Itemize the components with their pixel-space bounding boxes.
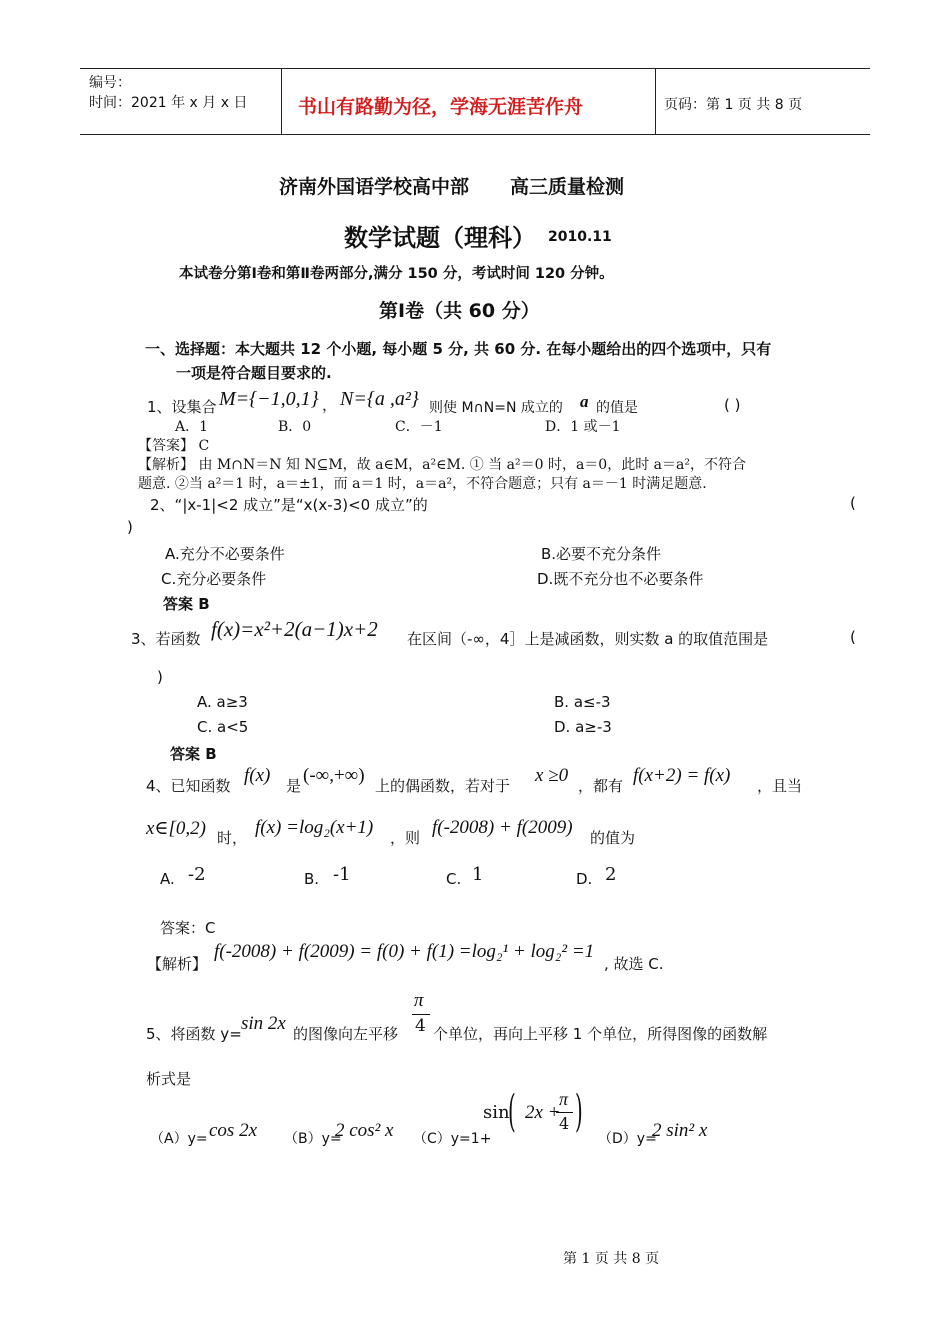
q5-option-b: 2 cos² x <box>335 1120 394 1141</box>
q4-option-d-label: D. <box>576 870 593 888</box>
q5-option-a: cos 2x <box>209 1120 258 1141</box>
q1-option-d: D．1 或－1 <box>545 419 621 435</box>
q3-paren-close: ) <box>157 668 163 686</box>
q3-prefix: 3、若函数 <box>131 630 201 648</box>
section1-line1: 一、选择题：本大题共 12 个小题, 每小题 5 分, 共 60 分. 在每小题给出的四个选项中，只有 <box>145 340 772 358</box>
q4-option-a-label: A. <box>160 870 175 888</box>
q5-suffix: 个单位，再向上平移 1 个单位，所得图像的函数解 <box>433 1025 768 1043</box>
q3-option-d: D. a≥-3 <box>554 718 612 736</box>
q4-answer: 答案：C <box>160 919 216 937</box>
q4-option-a: -2 <box>188 864 206 885</box>
q5-option-b-label: （B）y= <box>284 1131 342 1147</box>
q5-option-d: 2 sin² x <box>652 1120 708 1141</box>
q3-option-b: B. a≤-3 <box>554 693 611 711</box>
q4-prefix: 4、已知函数 <box>146 777 231 795</box>
q4-expr: f(-2008) + f(2009) <box>432 817 573 838</box>
q3-option-c: C. a<5 <box>197 718 249 736</box>
q5-option-c-label: （C）y=1+ <box>413 1131 492 1147</box>
q4-analysis-label: 【解析】 <box>147 955 208 973</box>
q5-shift-fraction-bar <box>412 1014 430 1015</box>
q5-prefix: 5、将函数 y= <box>146 1025 242 1043</box>
q4-def: f(x) =log₂(x+1) <box>255 817 374 838</box>
q4-mid: 上的偶函数，若对于 <box>375 777 511 795</box>
q2-option-c: C.充分必要条件 <box>161 570 267 588</box>
q5-line2: 析式是 <box>146 1070 192 1088</box>
q4-is: 是 <box>286 777 302 795</box>
q5-option-c-numerator: π <box>559 1089 569 1109</box>
q1-analysis-line2: 题意. ②当 a²＝1 时，a＝±1，而 a＝1 时，a＝a²，不符合题意；只有 a＝－1 时满足题意. <box>138 476 707 492</box>
q1-answer: 【答案】 C <box>138 438 210 454</box>
header-divider-1 <box>281 68 282 134</box>
q4-when: 时， <box>217 829 248 847</box>
q4-then: ，则 <box>390 829 421 847</box>
q5-option-c-arg: 2x + <box>525 1102 561 1123</box>
q4-option-b-label: B. <box>304 870 320 888</box>
header-bottom-border <box>80 134 870 135</box>
header-code-label: 编号： <box>89 75 131 91</box>
q1-analysis-line1: 【解析】 由 M∩N＝N 知 N⊆M，故 a∈M，a²∈M. ① 当 a²＝0 时，a＝0，此时 a＝a²，不符合 <box>138 457 746 473</box>
q2-paren-close: ) <box>127 518 133 536</box>
q1-set-m: M={−1,0,1} <box>219 388 319 410</box>
q4-analysis-formula: f(-2008) + f(2009) = f(0) + f(1) =log₂¹ + log₂² =1 <box>214 941 595 962</box>
header-slogan: 书山有路勤为径，学海无涯苦作舟 <box>298 96 584 118</box>
q1-var: a <box>580 392 589 411</box>
section1-line2: 一项是符合题目要求的. <box>176 364 332 382</box>
q5-option-c-right-paren: ) <box>575 1086 583 1137</box>
q4-analysis-tail: , 故选 C. <box>604 955 664 973</box>
q5-option-c-sin: sin <box>483 1102 510 1123</box>
q4-option-c-label: C. <box>446 870 462 888</box>
q1-option-a: A．1 <box>175 419 209 435</box>
q4-cond: x ≥0 <box>535 765 569 786</box>
intro-text: 本试卷分第Ⅰ卷和第Ⅱ卷两部分,满分 150 分，考试时间 120 分钟。 <box>179 266 614 282</box>
q3-option-a: A. a≥3 <box>197 693 248 711</box>
exam-name: 高三质量检测 <box>510 176 625 198</box>
q4-option-b: -1 <box>333 864 351 885</box>
q5-option-d-label: （D）y= <box>598 1131 657 1147</box>
header-page-label: 页码：第 1 页 共 8 页 <box>664 97 803 113</box>
q5-func: sin 2x <box>241 1013 286 1034</box>
part1-title: 第Ⅰ卷（共 60 分） <box>379 300 540 322</box>
q3-paren-open: ( <box>850 628 856 646</box>
q1-comma: ， <box>322 396 338 414</box>
page-footer: 第 1 页 共 8 页 <box>563 1251 660 1267</box>
subject-title: 数学试题（理科） <box>344 224 536 252</box>
q4-period: f(x+2) = f(x) <box>633 765 731 786</box>
q4-value-of: 的值为 <box>590 829 636 847</box>
q5-shift-numerator: π <box>414 990 424 1011</box>
q1-option-b: B．0 <box>278 419 312 435</box>
school-name: 济南外国语学校高中部 <box>279 176 470 198</box>
header-divider-2 <box>655 68 656 134</box>
q1-option-c: C．－1 <box>395 419 443 435</box>
q5-mid: 的图像向左平移 <box>293 1025 399 1043</box>
q5-option-c-denominator: 4 <box>559 1114 570 1133</box>
q4-domain: x∈[0,2) <box>146 818 206 839</box>
q5-option-a-label: （A）y= <box>150 1131 208 1147</box>
q1-prefix: 1、设集合 <box>147 398 217 416</box>
q4-have: ，都有 <box>578 777 624 795</box>
exam-date: 2010.11 <box>548 229 612 245</box>
q2-option-a: A.充分不必要条件 <box>165 545 285 563</box>
q5-shift-denominator: 4 <box>415 1016 426 1036</box>
q2-option-b: B.必要不充分条件 <box>541 545 662 563</box>
q4-interval: (-∞,+∞) <box>303 765 365 786</box>
q1-tail: 的值是 <box>596 400 638 416</box>
q2-answer: 答案 B <box>163 595 210 613</box>
q2-stem: 2、“|x-1|<2 成立”是“x(x-3)<0 成立”的 <box>150 496 428 514</box>
q1-paren: ( ) <box>724 396 741 414</box>
q4-fx: f(x) <box>244 765 271 786</box>
q4-option-d: 2 <box>605 864 617 885</box>
q2-option-d: D.既不充分也不必要条件 <box>537 570 704 588</box>
q5-option-c-fraction-bar <box>556 1112 573 1113</box>
q1-set-n: N={a ,a²} <box>340 388 419 410</box>
q5-option-c-left-paren: ( <box>508 1086 516 1137</box>
q3-answer: 答案 B <box>170 745 217 763</box>
q3-suffix: 在区间（-∞，4］上是减函数，则实数 a 的取值范围是 <box>407 630 769 648</box>
q4-and: ，且当 <box>757 777 803 795</box>
header-time-label: 时间：2021 年 x 月 x 日 <box>89 95 248 111</box>
header-top-border <box>80 68 870 69</box>
q1-suffix: 则使 M∩N=N 成立的 <box>429 400 563 416</box>
q2-paren-open: ( <box>850 494 856 512</box>
q4-option-c: 1 <box>472 864 484 885</box>
q3-formula: f(x)=x²+2(a−1)x+2 <box>211 617 378 641</box>
